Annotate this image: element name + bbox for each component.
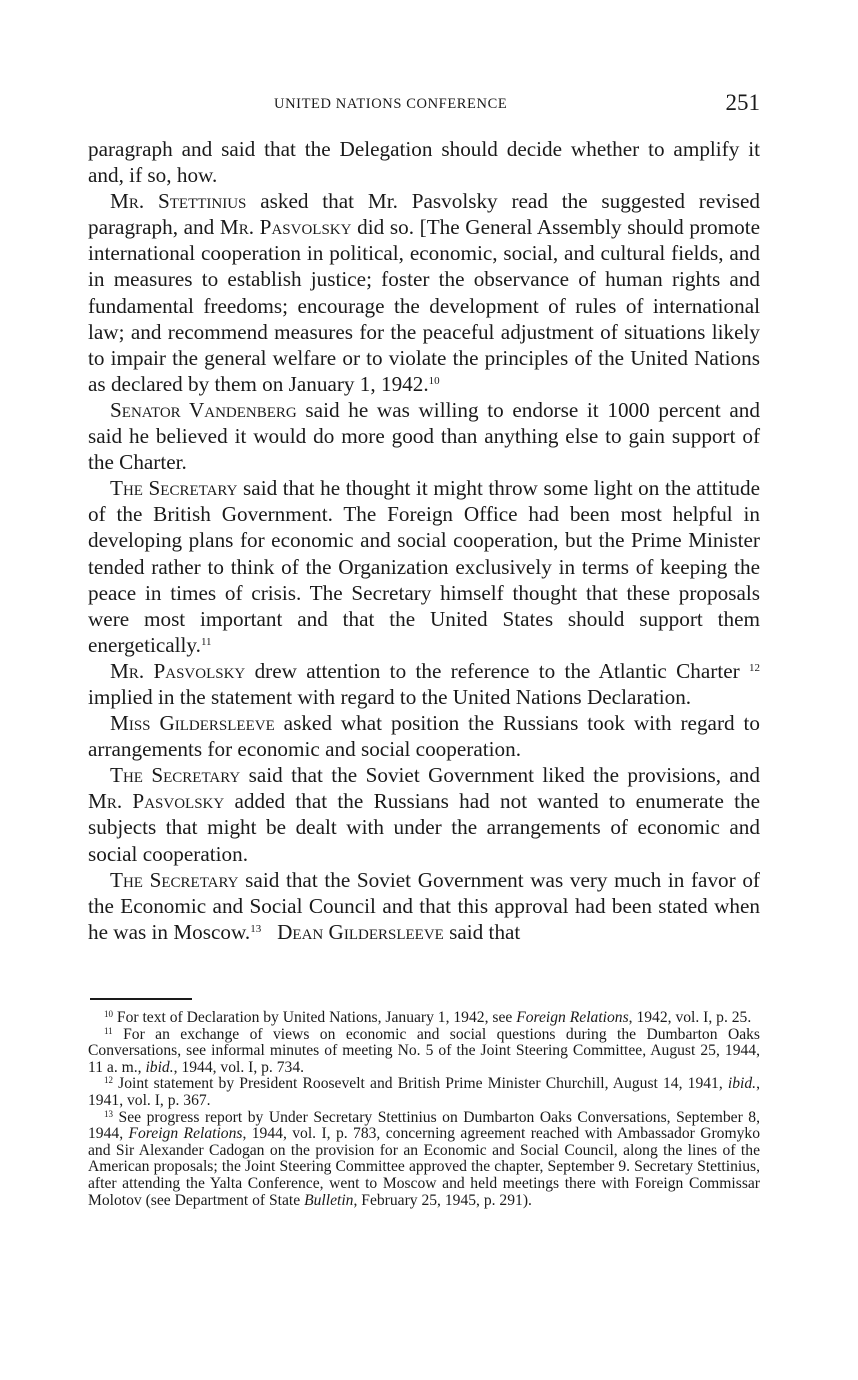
speaker-name: Senator Vandenberg [110,397,297,422]
paragraph-vandenberg: Senator Vandenberg said he was willing to endorse it 1000 percent and said he believed it would do more good than anything else to gain support of the Charter. [88,397,760,475]
paragraph-continuation: paragraph and said that the Delegation should decide whether to amplify it and, if so, how. [88,137,760,188]
footnote-ref: 11 [200,635,212,648]
speaker-name: Miss Gildersleeve [110,711,275,736]
footnote-separator [90,998,192,1000]
speaker-name: Mr. Pasvolsky [219,215,352,240]
page-number: 251 [725,90,760,115]
paragraph-stettinius: Mr. Stettinius asked that Mr. Pasvolsky read the suggested revised paragraph, and Mr. Pasvolsky did so. [The General Assembly should promote international cooperation in political, economic, social, and cultural fields, and in measures to establish justice; foster the observance of human rights and fundamental freedoms; encourage the development of rules of international law; and recommend measures for the peaceful adjustment of situations likely to impair the general welfare or to violate the principles of the United Nations as declared by them on January 1, 1942.10 [88,189,760,396]
paragraph-secretary-british: The Secretary said that he thought it might throw some light on the attitude of the British Government. The Foreign Office had been most helpful in developing plans for economic and social cooperation, but the Prime Minister tended rather to think of the Organization exclusively in terms of keeping the peace in times of crisis. The Secretary himself thought that these proposals were most important and that the United States should support them energetically.$^{11}$ [88,476,760,657]
footnote-ref: 12 [749,661,760,674]
speaker-name: Mr. Pasvolsky [110,658,246,683]
speaker-name: The Secretary [110,476,238,501]
speaker-name: Mr. Stettinius [110,189,247,214]
speaker-name: Mr. Pasvolsky [88,789,225,814]
body-text [88,136,760,945]
footnote-10: $^{10}$ For text of Declaration by United Nations, January 1, 1942, see Foreign Relations, 1942, vol. I, p. 25. [104,1009,752,1026]
speaker-name: Dean Gildersleeve [277,919,444,944]
footnotes [88,1010,760,1209]
paragraph-secretary-council: The Secretary said that the Soviet Government was very much in favor of the Economic and Social Council and that this approval had been stated when he was in Moscow.$^{13}$ Dean Gildersleeve said that [88,867,760,944]
footnote-13: $^{13}$ See progress report by Under Secretary Stettinius on Dumbarton Oaks Conversations, September 8, 1944, Foreign Relations, 1944, vol. I, p. 783, concerning agreement reached with Ambassador Gromyko and Sir Alexander Cadogan on the provision for an Economic and Social Council, along the lines of the American proposals; the Joint Steering Committee approved the chapter, September 9. Secretary Stettinius, after attending the Yalta Conference, went to Moscow and held meetings there with Foreign Commissar Molotov (see Department of State Bulletin, February 25, 1945, p. 291). [88,1108,760,1209]
running-head [88,92,760,120]
footnote-11: $^{11}$ For an exchange of views on economic and social questions during the Dumbarton Oaks Conversations, see informal minutes of meeting No. 5 of the Joint Steering Committee, August 25, 1944, 11 a. m., ibid., 1944, vol. I, p. 734. [88,1025,760,1076]
footnote-ref: 10 [428,374,440,387]
paragraph-secretary-soviet: The Secretary said that the Soviet Government liked the provisions, and Mr. Pasvolsky added that the Russians had not wanted to enumerate the subjects that might be dealt with under the arrangements of economic and social cooperation. [88,763,761,866]
footnote-12: $^{12}$ Joint statement by President Roosevelt and British Prime Minister Churchill, August 14, 1941, ibid., 1941, vol. I, p. 367. [88,1075,760,1109]
paragraph-gildersleeve-question: Miss Gildersleeve asked what position the Russians took with regard to arrangements for economic and social cooperation. [88,711,761,762]
speaker-name: The Secretary [110,867,239,892]
footnote-ref: 13 [250,922,262,935]
running-head-title: UNITED NATIONS CONFERENCE [274,96,508,112]
speaker-name: The Secretary [110,763,241,788]
paragraph-pasvolsky-atlantic: Mr. Pasvolsky drew attention to the reference to the Atlantic Charter $^{12}$ implied in the statement with regard to the United Nations Declaration. [88,658,760,709]
